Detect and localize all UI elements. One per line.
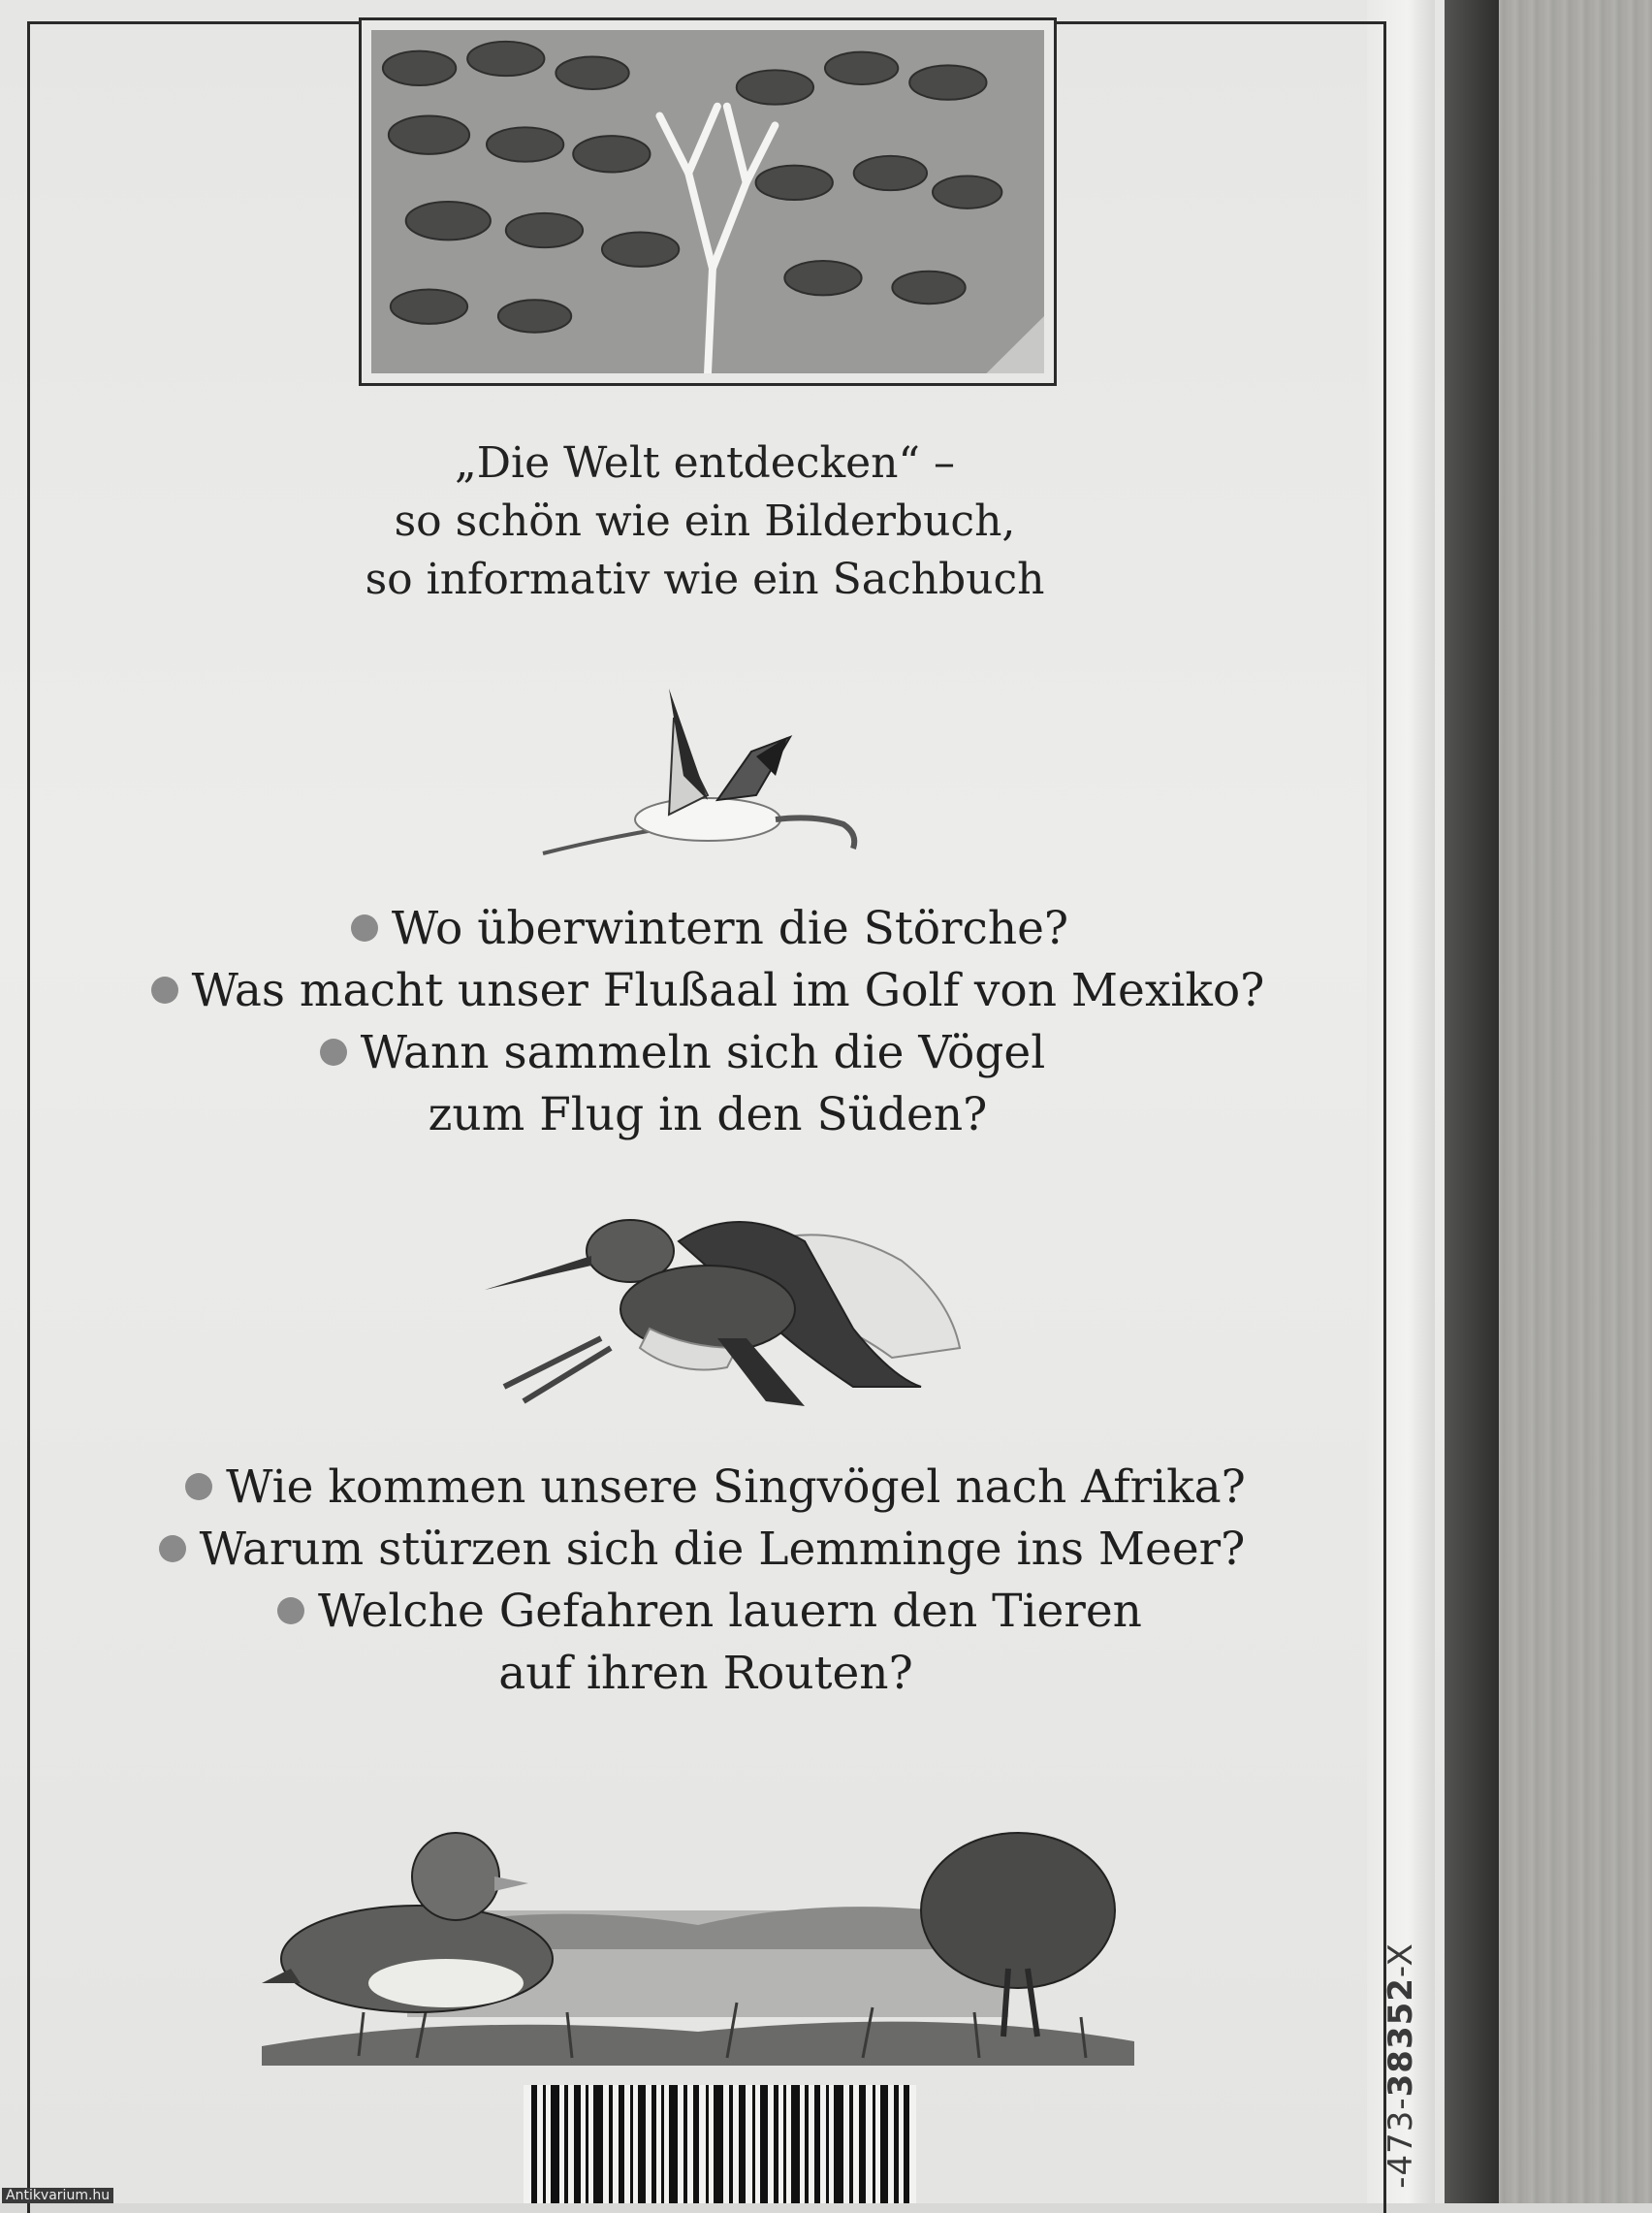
- question-birds-gather-continued: zum Flug in den Süden?: [428, 1088, 988, 1141]
- headline-line-2: so schön wie ein Bilderbuch,: [394, 497, 1016, 546]
- question-dangers-continued: auf ihren Routen?: [498, 1647, 913, 1700]
- question-storks: Wo überwintern die Störche?: [0, 898, 1427, 960]
- headline-line-3: so informativ wie ein Sachbuch: [365, 555, 1045, 604]
- question-dangers: Welche Gefahren lauern den Tieren: [0, 1581, 1427, 1643]
- bullet-icon: [320, 1039, 347, 1066]
- bullet-icon: [351, 914, 378, 942]
- watermark: Antikvarium.hu: [2, 2188, 113, 2203]
- duck-landscape-illustration: [262, 1804, 1134, 2066]
- headline-line-1: „Die Welt entdecken“ –: [454, 438, 955, 488]
- question-birds-gather: Wann sammeln sich die Vögel: [0, 1022, 1400, 1084]
- wooden-table: [1493, 0, 1652, 2203]
- question-lemmings: Warum stürzen sich die Lemminge ins Meer?: [0, 1519, 1419, 1581]
- barcode: [524, 2085, 916, 2203]
- bullet-icon: [277, 1597, 304, 1624]
- wildebeest-herd-illustration: [359, 17, 1057, 386]
- question-songbirds: Wie kommen unsere Singvögel nach Afrika?: [0, 1457, 1433, 1519]
- bullet-icon: [159, 1535, 186, 1562]
- bullet-icon: [151, 977, 178, 1004]
- isbn-number: -473-38352-X: [1382, 1942, 1420, 2189]
- flamingo-illustration: [524, 659, 892, 873]
- question-eel: Was macht unser Flußaal im Golf von Mexiko?: [0, 960, 1425, 1022]
- bird-in-hand-illustration: [485, 1183, 969, 1416]
- bullet-icon: [185, 1473, 212, 1500]
